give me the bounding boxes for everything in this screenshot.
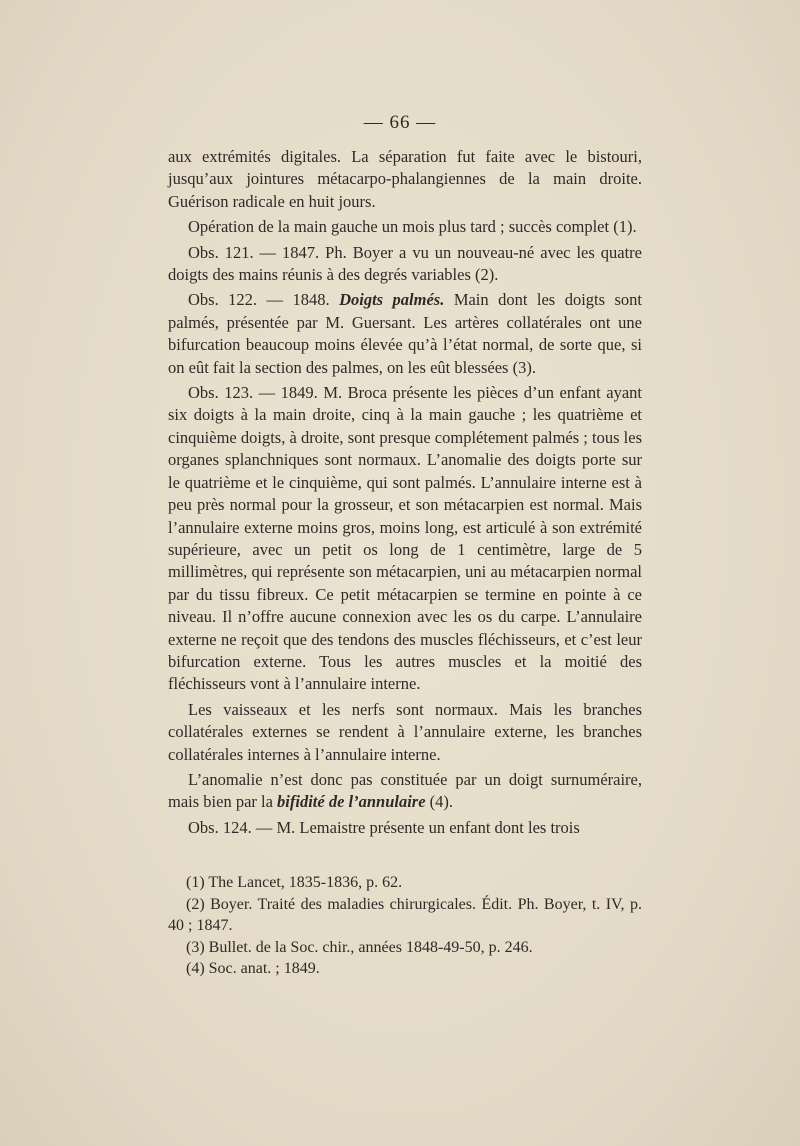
obs-heading: Obs. 122. — 1848. [188,290,330,310]
italic-term: bifidité de l’annulaire [277,792,426,812]
paragraph: Les vaisseaux et les nerfs sont normaux. Mais les branches collatérales externes se rendent à l’annulaire externe, les branches collatérales internes à l’annulaire interne. [168,699,642,764]
paragraph [168,769,642,814]
paragraph-text: Main dont les doigts sont palmés, présentée par M. Guersant. Les artères collatérales ont une bifurcation beaucoup moins élevée qu’à l’état normal, de sorte que, si on eût fait la section des palmes, on les eût blessées (3). [168,290,643,377]
paragraph: aux extrémités digitales. La séparation fut faite avec le bistouri, jusqu’aux jointures métacarpo-phalangiennes de la main droite. Guérison radicale en huit jours. [168,147,642,211]
footnote: (1) The Lancet, 1835-1836, p. 62. [186,874,403,891]
paragraph: Obs. 124. — M. Lemaistre présente un enfant dont les trois [188,817,580,837]
paragraph [168,289,642,379]
italic-title: Doigts palmés. [339,290,445,310]
paragraph-text: L’anomalie n’est donc pas constituée par un doigt surnuméraire, mais bien par la [168,769,642,812]
page-number: — 66 — [363,112,437,133]
footnote: (3) Bullet. de la Soc. chir., années 1848-49-50, p. 246. [186,938,533,956]
main-text [168,146,642,839]
paragraph: Obs. 121. — 1847. Ph. Boyer a vu un nouveau-né avec les quatre doigts des mains réunis à des degrés variables (2). [168,242,642,285]
footnotes [168,872,642,980]
footnote: (2) Boyer. Traité des maladies chirurgicales. Édit. Ph. Boyer, t. IV, p. 40 ; 1847. [168,895,642,934]
footnote: (4) Soc. anat. ; 1849. [186,960,320,977]
paragraph: Obs. 123. — 1849. M. Broca présente les pièces d’un enfant ayant six doigts à la main droite, cinq à la main gauche ; les quatrième et cinquième doigts, à droite, sont presque complétement palmés ; tous les organes splanchniques sont normaux. L’anomalie des doigts porte sur le quatrième et le cinquième, qui sont palmés. L’annulaire interne est à peu près normal pour la grosseur, et son métacarpien est normal. Mais l’annulaire externe moins gros, moins long, est articulé à son extrémité supérieure, avec un petit os long de 1 centimètre, large de 5 millimètres, qui représente son métacarpien, uni au métacarpien normal par du tissu fibreux. Ce petit métacarpien se termine en pointe à ce niveau. Il n’offre aucune connexion avec les os du carpe. L’annulaire externe ne reçoit que des tendons des muscles fléchisseurs, et c’est leur bifurcation externe. Tous les autres muscles et la moitié des fléchisseurs vont à l’annulaire interne. [168,383,642,694]
footnote-ref: (4). [429,792,454,812]
paragraph: Opération de la main gauche un mois plus tard ; succès complet (1). [188,217,637,237]
